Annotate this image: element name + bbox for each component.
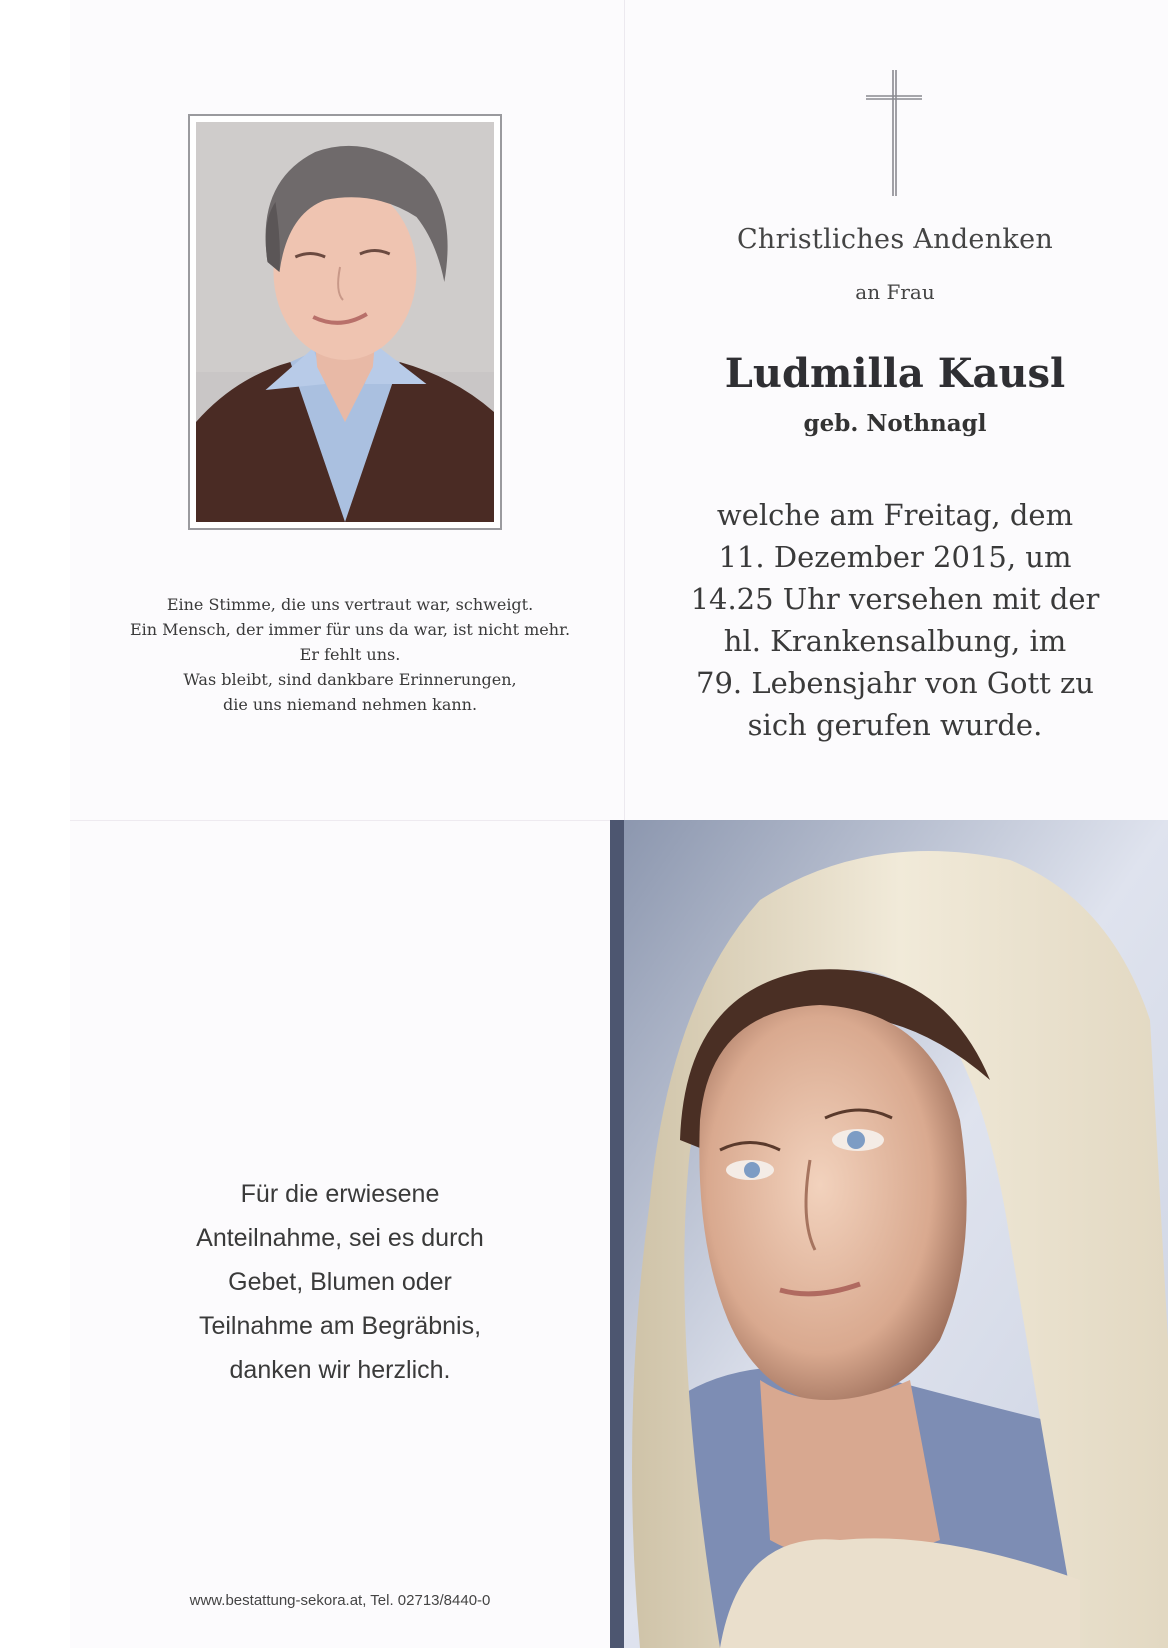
madonna-image bbox=[610, 820, 1168, 1648]
deceased-name: Ludmilla Kausl bbox=[724, 350, 1066, 397]
thanks-line: danken wir herzlich. bbox=[229, 1356, 451, 1384]
memorial-subheading: an Frau bbox=[855, 280, 935, 304]
detail-line: 79. Lebensjahr von Gott zu bbox=[696, 666, 1094, 700]
fold-line-horizontal bbox=[70, 820, 610, 821]
poem-line: Er fehlt uns. bbox=[299, 645, 401, 664]
memorial-heading: Christliches Andenken bbox=[736, 224, 1054, 255]
funeral-home-footer: www.bestattung-sekora.at, Tel. 02713/8440-0 bbox=[189, 1592, 491, 1609]
detail-line: 14.25 Uhr versehen mit der bbox=[690, 582, 1100, 616]
cross-icon bbox=[862, 68, 926, 198]
detail-line: welche am Freitag, dem bbox=[716, 498, 1074, 532]
thanks-line: Anteilnahme, sei es durch bbox=[196, 1224, 484, 1252]
fold-line-vertical bbox=[624, 0, 625, 820]
thanks-line: Gebet, Blumen oder bbox=[228, 1268, 452, 1296]
death-details bbox=[640, 494, 1150, 746]
detail-line: hl. Krankensalbung, im bbox=[723, 624, 1067, 658]
detail-line: 11. Dezember 2015, um bbox=[718, 540, 1072, 574]
detail-line: sich gerufen wurde. bbox=[747, 708, 1043, 742]
poem-line: Was bleibt, sind dankbare Erinnerungen, bbox=[183, 670, 517, 689]
thanks-message bbox=[110, 1172, 570, 1392]
poem bbox=[90, 592, 610, 717]
thanks-line: Für die erwiesene bbox=[240, 1180, 440, 1208]
poem-line: Eine Stimme, die uns vertraut war, schweigt. bbox=[166, 595, 534, 614]
portrait-frame bbox=[188, 114, 502, 530]
poem-line: die uns niemand nehmen kann. bbox=[222, 695, 478, 714]
poem-line: Ein Mensch, der immer für uns da war, ist nicht mehr. bbox=[129, 620, 571, 639]
portrait-photo bbox=[196, 122, 494, 522]
birth-name: geb. Nothnagl bbox=[803, 410, 987, 437]
thanks-line: Teilnahme am Begräbnis, bbox=[198, 1312, 482, 1340]
